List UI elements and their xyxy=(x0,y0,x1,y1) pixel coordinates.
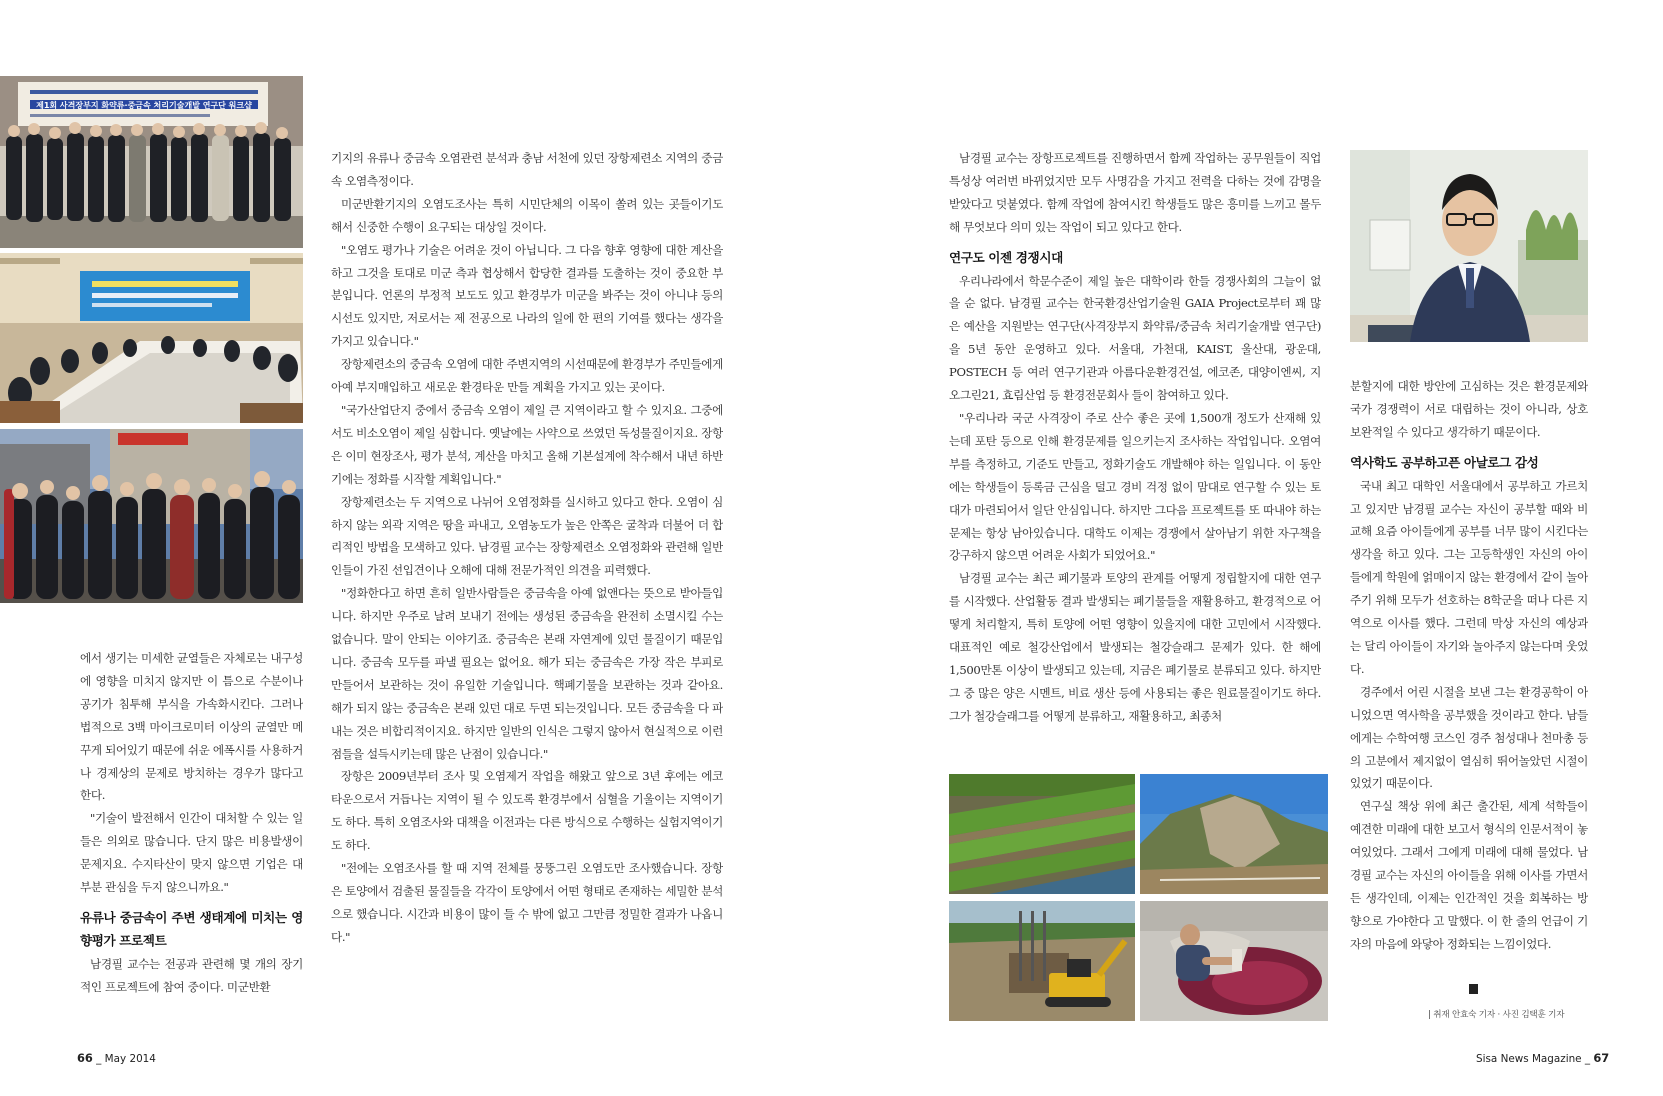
left-folio-date: May 2014 xyxy=(104,1053,156,1065)
vegetation-plots-photo xyxy=(949,774,1135,894)
col2-paragraph-3: "오염도 평가나 기술은 어려운 것이 아닙니다. 그 다음 향후 영향에 대한 계산을 하고 그것을 토대로 미군 측과 협상해서 합당한 결과를 도출하는 것이 중요한 부분입니다. 언론의 부정적 보도도 있고 환경부가 미군을 봐주는 것이 아니냐 등의 시선도 있지만, 저로서는 제 전공으로 나라의 일에 한 편의 기여를 했다는 생각을 가지고 있습니다." xyxy=(331,242,723,349)
right-page-number: 67 xyxy=(1593,1051,1610,1065)
col4-paragraph-1: 분할지에 대한 방안에 고심하는 것은 환경문제와 국가 경쟁력이 서로 대립하는 것이 아니라, 상호 보완적일 수 있다고 생각하기 때문이다. xyxy=(1350,379,1588,439)
workshop-banner-text: 제1회 사격장부지 화약류·중금속 처리기술개발 연구단 워크샵 xyxy=(36,101,252,110)
col3-paragraph-2: 우리나라에서 학문수준이 제일 높은 대학이라 한들 경쟁사회의 그늘이 없을 순 없다. 남경필 교수는 한국환경산업기술원 GAIA Project로부터 꽤 많은 예산을 지원받는 연구단(사격장부지 화약류/중금속 처리기술개발 연구단)을 5년 동안 운영하고 있다. 서울대, 가천대, KAIST, 울산대, 광운대, POSTECH 등 여러 연구기관과 아름다운환경건설, 에코존, 대양이엔씨, 지오그린21, 효림산업 등 환경전문회사 들이 참여하고 있다. xyxy=(949,273,1321,403)
col2-paragraph-8: 장항은 2009년부터 조사 및 오염제거 작업을 해왔고 앞으로 3년 후에는 에코타운으로서 거듭나는 지역이 될 수 있도록 환경부에서 심혈을 기울이는 지역이기도 하다. 특히 오염조사와 대책을 이전과는 다른 방식으로 수행하는 실험지역이기도 하다. xyxy=(331,769,723,853)
left-page-number: 66 xyxy=(77,1051,93,1065)
col2-paragraph-4: 장항제련소의 중금속 오염에 대한 주변지역의 시선때문에 환경부가 주민들에게 아예 부지매입하고 새로운 환경타운 만들 계획을 가지고 있는 곳이다. xyxy=(331,357,723,395)
folio-separator: _ xyxy=(96,1053,105,1065)
text-column-1 xyxy=(80,647,303,1017)
left-folio xyxy=(77,1051,156,1065)
col1-paragraph-1: 에서 생기는 미세한 균열들은 자체로는 내구성에 영향을 미치지 않지만 이 틈으로 수분이나 공기가 침투해 부식을 가속화시킨다. 그러나 법적으로 3백 마이크로미터 이상의 균열만 메꾸게 되어있기 때문에 쉬운 에폭시를 사용하거나 경제상의 문제로 방치하는 경우가 많다고 한다. xyxy=(80,651,303,803)
hillside-site-photo xyxy=(1140,774,1328,894)
col2-paragraph-1: 기지의 유류나 중금속 오염관련 분석과 충남 서천에 있던 장항제련소 지역의 중금속 오염측정이다. xyxy=(331,151,723,188)
col3-section-heading: 연구도 이젠 경쟁시대 xyxy=(949,249,1063,265)
workshop-group-photo xyxy=(0,76,303,248)
col2-paragraph-2: 미군반환기지의 오염도조사는 특히 시민단체의 이목이 쏠려 있는 곳들이기도 해서 신중한 수행이 요구되는 대상일 것이다. xyxy=(331,196,723,234)
soil-sampling-photo xyxy=(1140,901,1328,1021)
col1-paragraph-3: 남경필 교수는 전공과 관련해 몇 개의 장기적인 프로젝트에 참여 중이다. 미군반환 xyxy=(80,956,303,994)
col3-paragraph-3: "우리나라 국군 사격장이 주로 산수 좋은 곳에 1,500개 정도가 산재해 있는데 포탄 등으로 인해 환경문제를 일으키는지 조사하는 작업입니다. 오염여부를 측정하고, 기준도 만들고, 정화기술도 개발해야 하는 일입니다. 이 동안에는 학생들이 등록금 근심을 덜고 경비 걱정 없이 맘대로 연구할 수 있는 토대가 마련되어서 일단 안심입니다. 하지만 그다음 프로젝트를 또 따내야 하는 문제는 항상 남아있습니다. 대학도 이제는 경쟁에서 살아남기 위한 자구책을 강구하지 않으면 어려운 사회가 되었어요." xyxy=(949,410,1321,563)
text-column-4 xyxy=(1350,375,1588,995)
outdoor-team-photo xyxy=(0,429,303,603)
col3-paragraph-1: 남경필 교수는 장항프로젝트를 진행하면서 함께 작업하는 공무원들이 직업 특성상 여러번 바뀌었지만 모두 사명감을 가지고 전력을 다하는 것에 감명을 받았다고 덧붙였다. 함께 작업에 참여시킨 학생들도 많은 흥미를 느끼고 몰두해 무엇보다 의미 있는 작업이 되고 있다고 한다. xyxy=(949,151,1321,234)
col4-paragraph-4: 연구실 책상 위에 최근 출간된, 세계 석학들이 예견한 미래에 대한 보고서 형식의 인문서적이 놓여있었다. 그래서 그에게 미래에 대해 물었다. 남경필 교수는 자신의 아이들을 위해 이사를 가면서 든 생각인데, 이제는 인간적인 것을 회복하는 방향으로 가야한다 고 말했다. 이 한 줄의 언급이 기자의 마음에 와닿아 정화되는 느낌이었다. xyxy=(1350,799,1588,951)
col2-paragraph-7: "정화한다고 하면 흔히 일반사람들은 중금속을 아예 없앤다는 뜻으로 받아들입니다. 하지만 우주로 날려 보내기 전에는 생성된 중금속을 완전히 소멸시킬 수는 없습니다. 말이 안되는 이야기죠. 중금속은 본래 자연계에 있던 물질이기 때문입니다. 중금속 모두를 파낼 필요는 없어요. 해가 되는 중금속은 가장 작은 부피로 만들어서 보관하는 것이 유일한 기술입니다. 핵폐기물을 보관하는 것과 같아요. 해가 되지 않는 중금속은 본래 있던 대로 두면 되는것입니다. 모든 중금속을 다 파내는 것은 비합리적이지요. 하지만 일반의 인식은 그렇지 않아서 현실적으로 이런 점들을 설득시키는데 많은 난점이 있습니다." xyxy=(331,586,723,761)
article-end-mark xyxy=(1469,984,1478,994)
col2-paragraph-6: 장항제련소는 두 지역으로 나뉘어 오염정화를 실시하고 있다고 한다. 오염이 심하지 않는 외곽 지역은 땅을 파내고, 오염농도가 높은 안쪽은 굴착과 더불어 더 합리적인 방법을 모색하고 있다. 남경필 교수는 장항제련소 오염정화와 관련해 일반인들이 가진 선입견이나 오해에 대해 전문가적인 의견을 피력했다. xyxy=(331,494,723,578)
right-folio-magazine: Sisa News Magazine xyxy=(1476,1053,1582,1065)
excavator-site-photo xyxy=(949,901,1135,1021)
text-column-2 xyxy=(331,147,723,1017)
col4-section-heading: 역사학도 공부하고픈 아날로그 감성 xyxy=(1350,454,1539,470)
col1-section-heading: 유류나 중금속이 주변 생태계에 미치는 영향평가 프로젝트 xyxy=(80,909,303,948)
col2-paragraph-5: "국가산업단지 중에서 중금속 오염이 제일 큰 지역이라고 할 수 있지요. 그중에서도 비소오염이 제일 심합니다. 옛날에는 사약으로 쓰였던 독성물질이지요. 장항은 이미 현장조사, 평가 분석, 계산을 마치고 올해 기본설계에 착수해서 내년 하반기에는 정화를 시작할 계획입니다." xyxy=(331,402,723,486)
col4-paragraph-3: 경주에서 어린 시절을 보낸 그는 환경공학이 아니었으면 역사학을 공부했을 것이라고 한다. 남들에게는 수학여행 코스인 경주 첨성대나 천마총 등의 고분에서 제지없이 열심히 뛰어놀았던 시절이 있었기 때문이다. xyxy=(1350,684,1588,791)
conference-room-photo xyxy=(0,253,303,423)
col3-paragraph-4: 남경필 교수는 최근 폐기물과 토양의 관계를 어떻게 정립할지에 대한 연구를 시작했다. 산업활동 결과 발생되는 폐기물들을 재활용하고, 환경적으로 어떻게 처리할지, 특히 토양에 어떤 영향이 있을지에 대한 고민에서 시작했다. 대표적인 예로 철강산업에서 발생되는 철강슬래그 문제가 있다. 한 해에1,500만톤 이상이 발생되고 있는데, 지금은 폐기물로 분류되고 있다. 하지만 그 중 많은 양은 시멘트, 비료 생산 등에 사용되는 좋은 원료물질이기도 하다. 그가 철강슬래그를 어떻게 분류하고, 재활용하고, 최종처 xyxy=(949,571,1321,723)
photo-credit: | 취재 안효숙 기자 · 사진 김택훈 기자 xyxy=(1428,1010,1565,1020)
col1-paragraph-2: "기술이 발전해서 인간이 대처할 수 있는 일들은 의외로 많습니다. 단지 많은 비용발생이 문제지요. 수지타산이 맞지 않으면 기업은 대부분 관심을 두지 않으니까요." xyxy=(80,811,303,895)
text-column-3 xyxy=(949,147,1321,742)
col2-paragraph-9: "전에는 오염조사를 할 때 지역 전체를 뭉뚱그린 오염도만 조사했습니다. 장항은 토양에서 검출된 물질들을 각각이 토양에서 어떤 형태로 존재하는 세밀한 분석으로 했습니다. 시간과 비용이 많이 들 수 밖에 없고 그만큼 정밀한 결과가 나옵니다." xyxy=(331,861,723,944)
folio-separator-right: _ xyxy=(1584,1053,1594,1065)
right-folio xyxy=(1476,1051,1609,1065)
professor-portrait-photo xyxy=(1350,150,1588,342)
col4-paragraph-2: 국내 최고 대학인 서울대에서 공부하고 가르치고 있지만 남경필 교수는 자신이 공부할 때와 비교해 요즘 아이들에게 공부를 너무 많이 시킨다는 생각을 하고 있다. 그는 고등학생인 자신의 아이들에게 학원에 얽매이지 않는 환경에서 같이 놀아 주기 위해 모두가 선호하는 8학군을 떠나 다른 지역으로 이사를 했다. 그런데 막상 자신의 예상과는 달리 아이들이 자기와 놀아주지 않는다며 웃었다. xyxy=(1350,478,1588,676)
